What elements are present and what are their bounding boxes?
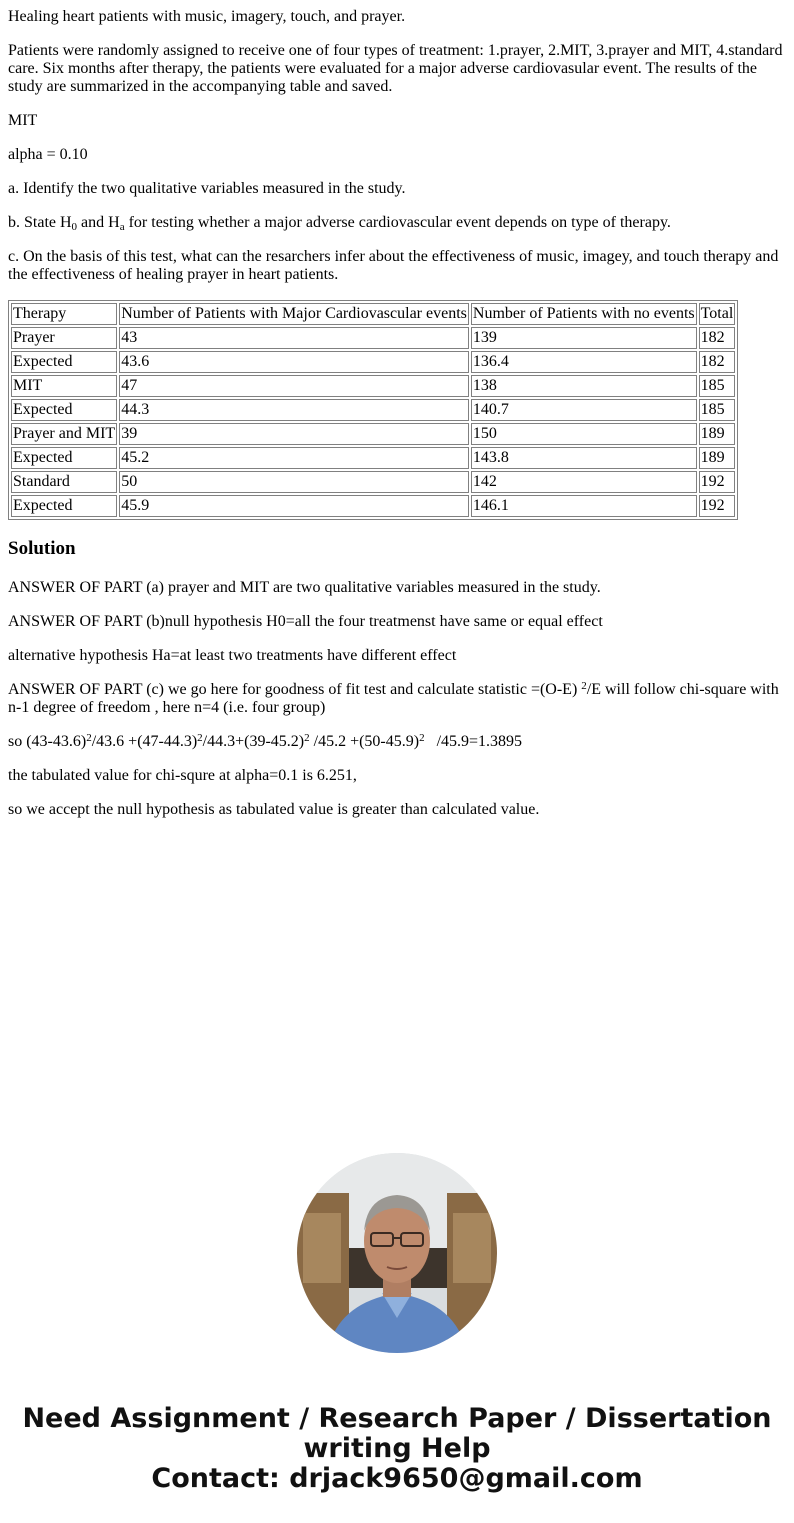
table-cell: 139 [471, 327, 697, 349]
chi-square-calculation: so $(43-43.6)^2/43.6 +(47-44.3)^2/44.3+(39-45.2)^2$ $/45.2 +(50-45.9)^2$ /45.9=1.3895 [8, 732, 523, 750]
table-cell: 192 [699, 495, 736, 517]
question-part-c: c. On the basis of this test, what can the resarchers infer about the effectiveness of music, imagey, and touch therapy and the effectiveness of healing prayer in heart patients. [8, 248, 779, 283]
table-cell: 136.4 [471, 351, 697, 373]
question-part-a: a. Identify the two qualitative variables measured in the study. [8, 180, 406, 197]
tabulated-value: the tabulated value for chi-squre at alpha=0.1 is 6.251, [8, 767, 357, 784]
table-cell: 140.7 [471, 399, 697, 421]
conclusion: so we accept the null hypothesis as tabulated value is greater than calculated value. [8, 801, 540, 818]
table-row [11, 471, 735, 493]
answer-a: ANSWER OF PART (a) prayer and MIT are two qualitative variables measured in the study. [8, 579, 601, 596]
avatar [297, 1153, 497, 1353]
table-cell: Prayer [11, 327, 117, 349]
table-cell: Expected [11, 351, 117, 373]
footer-line-2: writing Help [303, 1433, 491, 1464]
answer-c: ANSWER OF PART (c) we go here for goodness of fit test and calculate statistic =(O-E) $^2$/E will follow chi-square with n-1 degree of freedom , here n=4 (i.e. four group) [8, 680, 779, 716]
person-portrait-icon [297, 1153, 497, 1353]
table-header-cell: Number of Patients with no events [471, 303, 697, 325]
table-row [11, 495, 735, 517]
table-cell: 150 [471, 423, 697, 445]
table-cell: MIT [11, 375, 117, 397]
table-cell: Standard [11, 471, 117, 493]
table-row [11, 351, 735, 373]
question-part-b: b. State $H_0$ and $H_a$ for testing whether a major adverse cardiovascular event depends on type of therapy. [8, 214, 671, 233]
footer-banner [0, 1404, 794, 1494]
table-cell: 43.6 [119, 351, 469, 373]
table-cell: 185 [699, 375, 736, 397]
table-header-cell: Therapy [11, 303, 117, 325]
question-alpha: alpha = 0.10 [8, 146, 88, 163]
table-cell: 189 [699, 423, 736, 445]
table-cell: 138 [471, 375, 697, 397]
table-cell: 39 [119, 423, 469, 445]
table-cell: 189 [699, 447, 736, 469]
table-cell: Prayer and MIT [11, 423, 117, 445]
table-row [11, 447, 735, 469]
table-cell: 45.2 [119, 447, 469, 469]
footer-line-1: Need Assignment / Research Paper / Dissertation [22, 1403, 772, 1434]
footer-contact: Contact: drjack9650@gmail.com [151, 1463, 643, 1494]
answer-b: ANSWER OF PART (b)null hypothesis H0=all the four treatmenst have same or equal effect [8, 613, 603, 630]
question-title: Healing heart patients with music, imagery, touch, and prayer. [8, 8, 406, 25]
table-cell: Expected [11, 495, 117, 517]
data-table [8, 300, 738, 520]
question-mit: MIT [8, 112, 38, 129]
table-cell: 182 [699, 327, 736, 349]
document-body [8, 8, 786, 835]
table-cell: 143.8 [471, 447, 697, 469]
table-cell: Expected [11, 399, 117, 421]
table-row [11, 327, 735, 349]
table-cell: 50 [119, 471, 469, 493]
table-cell: 43 [119, 327, 469, 349]
table-cell: 44.3 [119, 399, 469, 421]
question-intro: Patients were randomly assigned to receive one of four types of treatment: 1.prayer, 2.MIT, 3.prayer and MIT, 4.standard care. Six months after therapy, the patients were evaluated for a major adverse cardiovasular event. The results of the study are summarized in the accompanying table and saved. [8, 42, 783, 95]
alternative-hypothesis: alternative hypothesis Ha=at least two treatments have different effect [8, 647, 457, 664]
table-header-cell: Number of Patients with Major Cardiovascular events [119, 303, 469, 325]
table-cell: 47 [119, 375, 469, 397]
table-header-cell: Total [699, 303, 736, 325]
table-cell: 45.9 [119, 495, 469, 517]
table-cell: 182 [699, 351, 736, 373]
solution-heading: Solution [8, 538, 76, 559]
table-cell: 146.1 [471, 495, 697, 517]
table-header-row [11, 303, 735, 325]
table-row [11, 399, 735, 421]
table-row [11, 423, 735, 445]
table-row [11, 375, 735, 397]
table-cell: 192 [699, 471, 736, 493]
table-cell: Expected [11, 447, 117, 469]
table-cell: 185 [699, 399, 736, 421]
table-cell: 142 [471, 471, 697, 493]
